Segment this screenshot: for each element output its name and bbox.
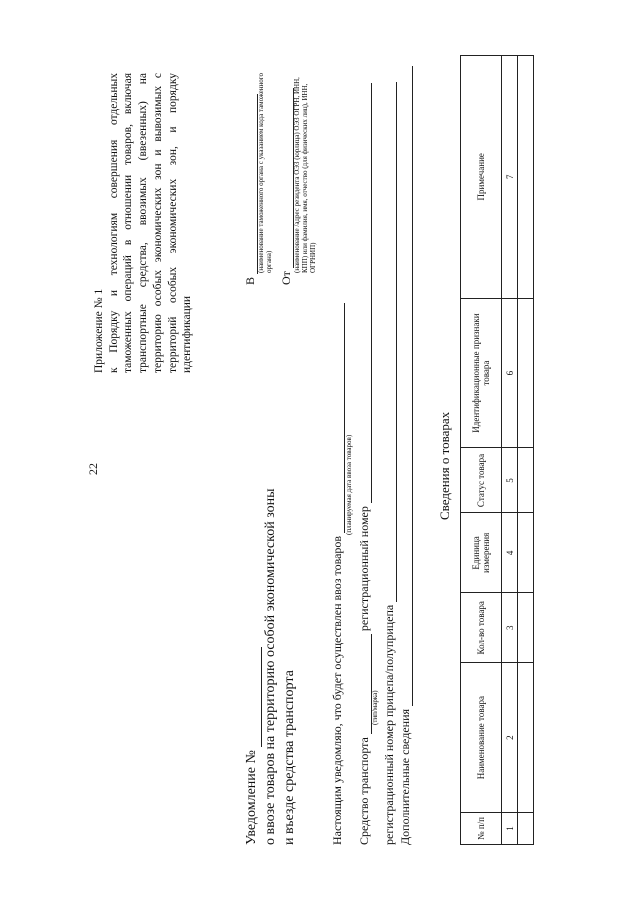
goods-table [460,55,534,845]
table-cell[interactable] [518,513,534,593]
header-cell: Кол-во товара [461,593,502,663]
notice-title-prefix: Уведомление № [244,750,259,845]
appendix-header: Приложение № 1 [93,288,105,373]
import-date-label: Настоящим уведомляю, что будет осуществлен ввоз товаров [330,535,344,845]
notice-title-line3: и въезде средства транспорта [281,670,297,845]
vehicle-reg-label: регистрационный номер [357,506,371,632]
goods-section-title: Сведения о товарах [437,411,452,520]
vehicle-line [357,83,372,845]
column-number: 2 [502,663,518,813]
trailer-line [382,82,397,845]
column-number: 6 [502,298,518,448]
header-cell: № п/п [461,813,502,845]
vehicle-label: Средство транспорта [357,737,371,845]
header-cell: Примечание [461,56,502,299]
table-cell[interactable] [518,298,534,448]
notice-title [243,425,300,845]
to-field[interactable] [243,85,258,285]
notice-number-field[interactable] [248,647,262,747]
extra-line [398,66,413,845]
table-cell[interactable] [518,663,534,813]
column-number: 1 [502,813,518,845]
import-date-hint: (планируемая дата ввоза товаров) [345,434,353,535]
header-cell: Единица измерения [461,513,502,593]
header-cell: Наименование товара [461,663,502,813]
goods-empty-row [518,56,534,845]
goods-number-row [502,56,518,845]
appendix-text: к Порядку и технологиям совершения отдельных таможенных операций в отношении товаров, включая транспортные средства, ввозимых (ввезенных) на территорию особых экономических зон и вывозимых с территорий особых экономических зон, и порядку идентификации [107,73,194,373]
column-number: 5 [502,448,518,513]
page-number: 22 [86,463,100,475]
from-hint: (наименование /адрес резидента ОЭЗ (юрлица) ОЭЗ ОГРН, ИНН, КПП) или фамилия, имя, отчество (для физических лиц), ИНН, ОГРНИП) [293,77,318,273]
to-hint: (наименование таможенного органа с указанием кода таможенного органа) [257,73,274,273]
trailer-label: регистрационный номер прицепа/полуприцепа [382,604,396,845]
column-number: 7 [502,56,518,299]
goods-header-row [461,56,502,845]
appendix-block [92,73,195,373]
header-cell: Статус товара [461,448,502,513]
vehicle-hint: (тип/марка) [371,690,379,725]
from-field[interactable] [279,85,294,285]
column-number: 3 [502,593,518,663]
table-cell[interactable] [518,448,534,513]
notice-title-line2: о ввозе товаров на территорию особой экономической зоны [262,488,278,845]
from-label: От [279,271,293,285]
trailer-field[interactable] [384,82,397,602]
extra-label: Дополнительные сведения [398,708,412,845]
table-cell[interactable] [518,593,534,663]
header-cell: Идентификационные признаки товара [461,298,502,448]
to-label: В [243,276,257,285]
table-cell[interactable] [518,56,534,299]
column-number: 4 [502,513,518,593]
table-cell[interactable] [518,813,534,845]
import-date-line [330,303,345,845]
vehicle-reg-field[interactable] [359,83,372,503]
import-date-field[interactable] [332,303,345,533]
extra-field[interactable] [400,66,413,706]
